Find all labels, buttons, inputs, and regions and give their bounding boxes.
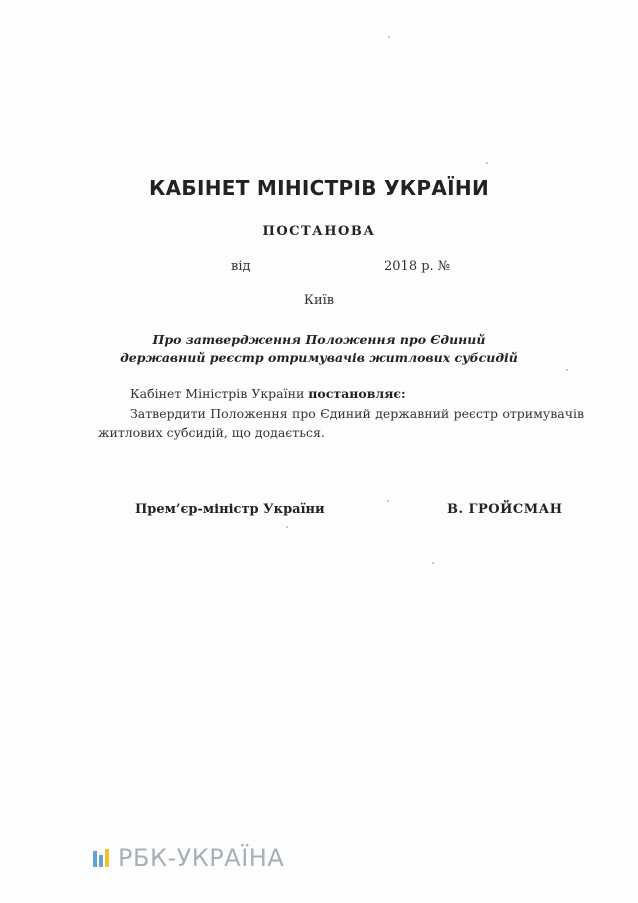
issuer-title: КАБІНЕТ МІНІСТРІВ УКРАЇНИ — [149, 176, 489, 200]
scan-speck — [387, 500, 389, 502]
city-name: Київ — [303, 293, 335, 308]
signer-name: В. ГРОЙСМАН — [447, 502, 563, 517]
scan-speck — [432, 562, 434, 564]
watermark-text: РБК-УКРАЇНА — [118, 844, 285, 872]
scan-speck — [286, 526, 288, 528]
body-paragraph-2-line-1: Затвердити Положення про Єдиний державний реєстр отримувачів — [130, 406, 584, 421]
body-paragraph-1 — [130, 384, 616, 403]
scan-speck — [566, 369, 568, 371]
rbc-logo-icon — [92, 847, 114, 869]
document-subject — [0, 331, 638, 367]
subject-line-2: державний реєстр отримувачів житлових субсидій — [120, 350, 518, 365]
date-from-label: від — [231, 259, 251, 274]
watermark — [92, 842, 284, 874]
document-type: ПОСТАНОВА — [262, 224, 376, 239]
body-line1-prefix: Кабінет Міністрів України — [130, 386, 309, 401]
date-year-number: 2018 р. № — [384, 259, 451, 274]
body-line1-decision: постановляє: — [308, 386, 406, 401]
scan-speck — [388, 36, 390, 38]
subject-line-1: Про затвердження Положення про Єдиний — [152, 332, 486, 347]
scan-speck — [486, 162, 488, 164]
body-paragraph-2-line-2: житлових субсидій, що додається. — [98, 425, 325, 440]
signer-position: Прем’єр-міністр України — [135, 502, 325, 517]
